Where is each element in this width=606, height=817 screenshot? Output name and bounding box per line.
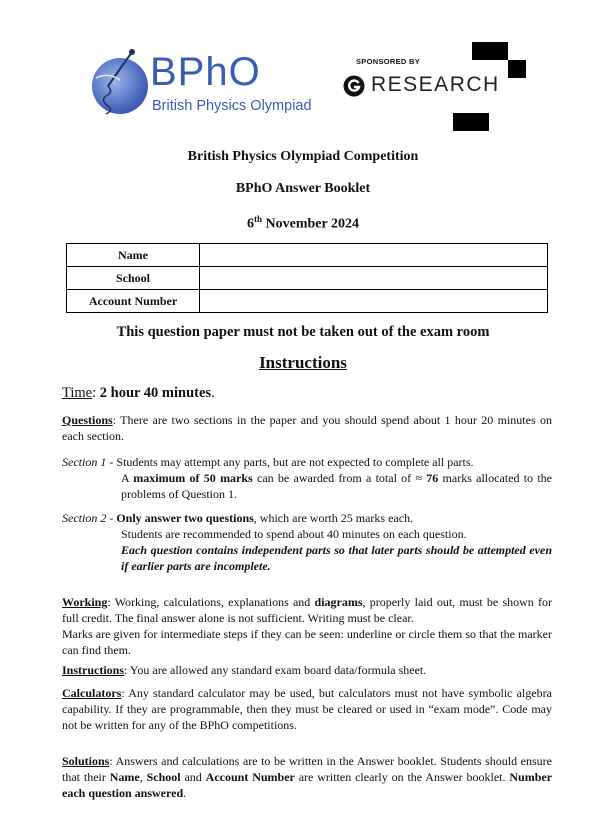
name-field[interactable] xyxy=(200,244,548,267)
solutions-paragraph: Solutions: Answers and calculations are to be written in the Answer booklet. Students should ensure that their Name, School and Account Number are written clearly on the Answer booklet. Number each question answered. xyxy=(62,754,553,800)
competition-title: British Physics Olympiad Competition xyxy=(187,149,419,164)
logo-subtitle: British Physics Olympiad xyxy=(152,98,312,114)
booklet-title: BPhO Answer Booklet xyxy=(235,181,371,196)
school-label: School xyxy=(67,267,200,290)
table-row xyxy=(67,267,548,290)
candidate-info-table xyxy=(66,243,548,313)
bpho-globe-logo xyxy=(88,48,152,116)
exam-date: 6th November 2024 xyxy=(247,214,359,232)
logo-name: BPhO xyxy=(150,50,261,94)
redaction-block xyxy=(508,60,526,78)
account-number-label: Account Number xyxy=(67,290,200,313)
table-row xyxy=(67,244,548,267)
time-allowed: Time: 2 hour 40 minutes. xyxy=(62,385,215,401)
table-row xyxy=(67,290,548,313)
section-2-paragraph: Section 2 - Only answer two questions, which are worth 25 marks each. xyxy=(62,511,414,525)
instructions-note: Instructions: You are allowed any standard exam board data/formula sheet. xyxy=(62,663,427,677)
redaction-block xyxy=(472,42,508,60)
sponsor-label: SPONSORED BY xyxy=(356,57,421,66)
g-research-icon xyxy=(343,75,365,97)
account-number-field[interactable] xyxy=(200,290,548,313)
instructions-heading: Instructions xyxy=(259,353,347,372)
redaction-block xyxy=(453,113,489,131)
sponsor-name: RESEARCH xyxy=(371,73,500,96)
calculators-paragraph: Calculators: Any standard calculator may be used, but calculators must not have symbolic algebra capability. If they are programmable, then they must be cleared or used in “exam mode”. Code may not be written for any of the BPhO competitions. xyxy=(62,686,552,732)
section-2-recommendation: Students are recommended to spend about 40 minutes on each question. xyxy=(121,527,467,541)
name-label: Name xyxy=(67,244,200,267)
section-1-detail: A maximum of 50 marks can be awarded from a total of ≈ 76 marks allocated to the problems of Question 1. xyxy=(121,471,552,501)
school-field[interactable] xyxy=(200,267,548,290)
working-paragraph: Working: Working, calculations, explanations and diagrams, properly laid out, must be shown for full credit. The final answer alone is not sufficient. Writing must be clear. Marks are given for intermediate steps if they can be seen: underline or circle them so that the marker can find them. xyxy=(62,595,552,657)
questions-paragraph: Questions: There are two sections in the paper and you should spend about 1 hour 20 minutes on each section. xyxy=(62,413,552,443)
section-2-emphasis: Each question contains independent parts so that later parts should be attempted even if earlier parts are incomplete. xyxy=(121,543,552,573)
section-1-paragraph: Section 1 - Students may attempt any parts, but are not expected to complete all parts. xyxy=(62,455,474,469)
exam-room-notice: This question paper must not be taken out of the exam room xyxy=(116,324,490,340)
